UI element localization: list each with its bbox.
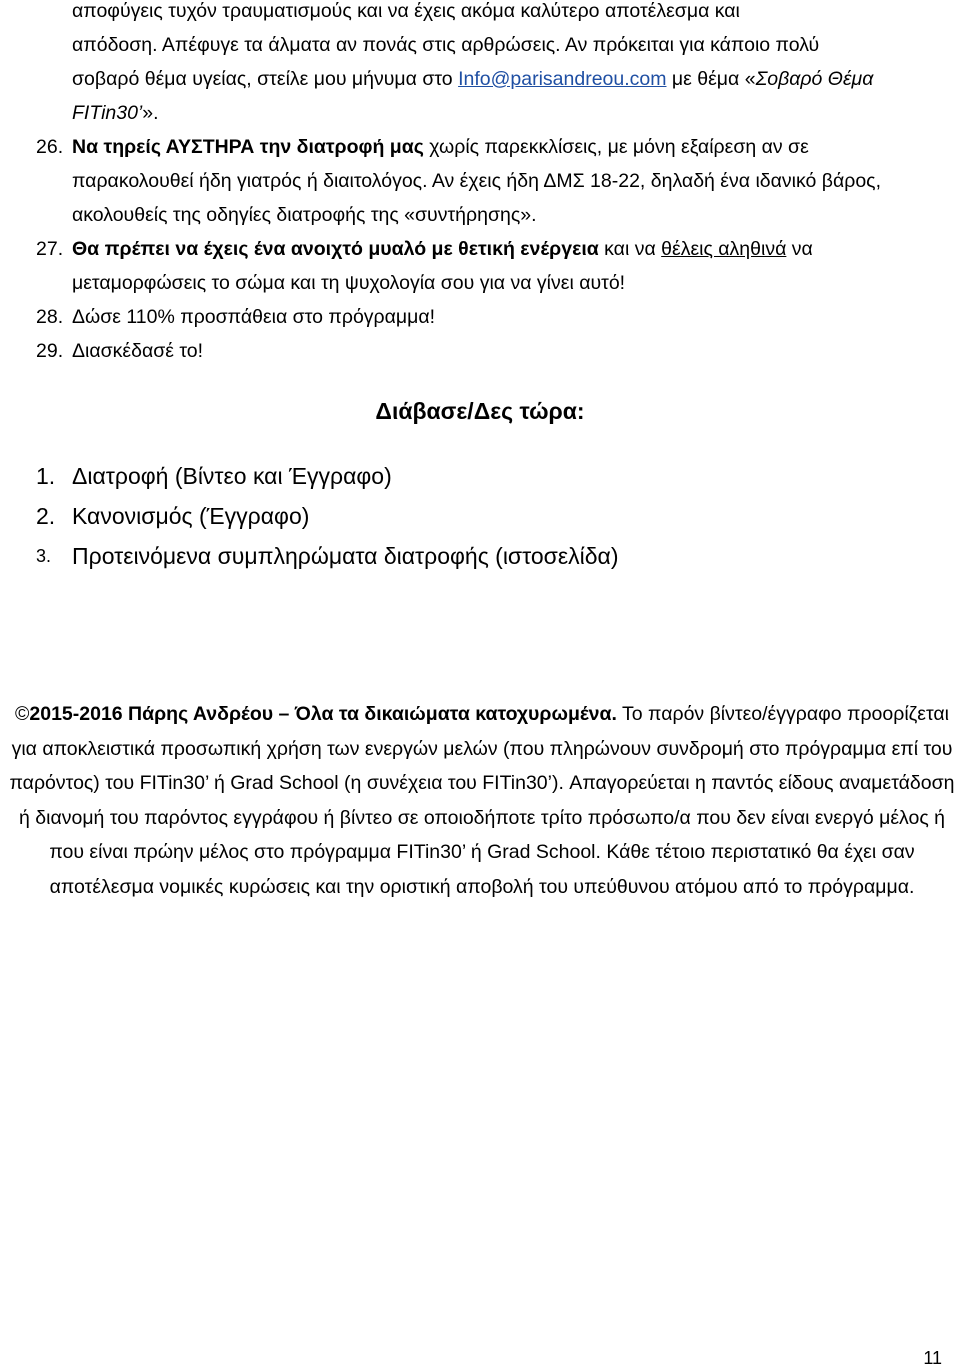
list-number: 3.	[36, 546, 52, 566]
read-now-heading: Διάβασε/Δες τώρα:	[375, 398, 585, 424]
copyright-text: Το παρόν βίντεο/έγγραφο προορίζεται για αποκλειστικά προσωπική χρήση των ενεργών μελών (που πληρώνουν συνδρομή στο πρόγραμμα επί του παρόντος) του FITin30’ ή Grad School (η συνέχεια του FITin30’). Απαγορεύεται η παντός είδους αναμετάδοση ή διανομή του παρόντος εγγράφου ή βίντεο σε οποιοδήποτε τρίτο πρόσωπο/α που δεν είναι ενεργό μέλος ή που είναι πρώην μέλος στο πρόγραμμα FITin30’ ή Grad School. Κάθε τέτοιο περιστατικό θα έχει σαν αποτέλεσμα νομικές κυρώσεις και την οριστική αποβολή του υπεύθυνου ατόμου από το πρόγραμμα.	[9, 703, 955, 898]
read-item-nutrition[interactable]	[36, 456, 619, 496]
rule-number: 27.	[36, 238, 64, 260]
rule-27-underlined: θέλεις αληθινά	[661, 238, 787, 260]
rule-26-emphasis: Να τηρείς ΑΥΣΤΗΡΑ την διατροφή μας	[72, 136, 424, 158]
rule-26	[36, 130, 930, 232]
rule-27: 27. Θα πρέπει να έχεις ένα ανοιχτό μυαλό με θετική ενέργεια και να θέλεις αληθινά να μεταμορφώσεις το σώμα και τη ψυχολογία σου για να γίνει αυτό!	[36, 232, 930, 300]
rule-26-text: χωρίς παρεκκλίσεις, με μόνη εξαίρεση αν σε παρακολουθεί ήδη γιατρός ή διαιτολόγος. Αν έχεις ήδη ΔΜΣ 18-22, δηλαδή ένα ιδανικό βάρος, ακολουθείς της οδηγίες διατροφής της «συντήρησης».	[72, 136, 882, 226]
copyright-owner: 2015-2016 Πάρης Ανδρέου – Όλα τα δικαιώματα κατοχυρωμένα.	[29, 703, 617, 725]
email-link[interactable]: Info@parisandreou.com	[458, 68, 667, 90]
copyright-notice	[8, 697, 956, 905]
rule-25-line-3: σοβαρό θέμα υγείας, στείλε μου μήνυμα στο	[72, 68, 459, 90]
rule-28-text: Δώσε 110% προσπάθεια στο πρόγραμμα!	[72, 306, 436, 328]
rule-29-text: Διασκέδασέ το!	[72, 340, 204, 362]
list-number: 2.	[36, 503, 56, 529]
rule-25-continuation: αποφύγεις τυχόν τραυματισμούς και να έχεις ακόμα καλύτερο αποτέλεσμα και απόδοση. Απέφυγε τα άλματα αν πονάς στις αρθρώσεις. Αν πρόκειται για κάποιο πολύ σοβαρό θέμα υγείας, στείλε μου μήνυμα στο Info@parisandreou.com με θέμα «Σοβαρό Θέμα FITin30’».	[72, 0, 874, 124]
email-subject: Σοβαρό Θέμα FITin30’	[72, 68, 874, 124]
read-item-label: Προτεινόμενα συμπληρώματα διατροφής (ιστοσελίδα)	[72, 543, 619, 569]
rule-25-line-1: αποφύγεις τυχόν τραυματισμούς και να έχεις ακόμα καλύτερο αποτέλεσμα και	[72, 0, 740, 22]
read-item-supplements[interactable]	[36, 536, 619, 576]
rule-25-line-2: απόδοση. Απέφυγε τα άλματα αν πονάς στις αρθρώσεις. Αν πρόκειται για κάποιο πολύ	[72, 34, 820, 56]
rule-number: 29.	[36, 340, 64, 362]
rule-29	[36, 334, 930, 368]
read-item-label: Διατροφή (Βίντεο και Έγγραφο)	[72, 463, 392, 489]
list-number: 1.	[36, 463, 56, 489]
rule-28	[36, 300, 930, 334]
read-item-regulations[interactable]	[36, 496, 619, 536]
read-item-label: Κανονισμός (Έγγραφο)	[72, 503, 310, 529]
page-number: 11	[923, 1348, 942, 1368]
copyright-icon: ©	[15, 703, 30, 725]
read-now-list	[36, 456, 619, 576]
rule-27-emphasis: Θα πρέπει να έχεις ένα ανοιχτό μυαλό με θετική ενέργεια	[72, 238, 599, 260]
rules-list	[36, 0, 930, 368]
rule-number: 28.	[36, 306, 64, 328]
rule-number: 26.	[36, 136, 64, 158]
